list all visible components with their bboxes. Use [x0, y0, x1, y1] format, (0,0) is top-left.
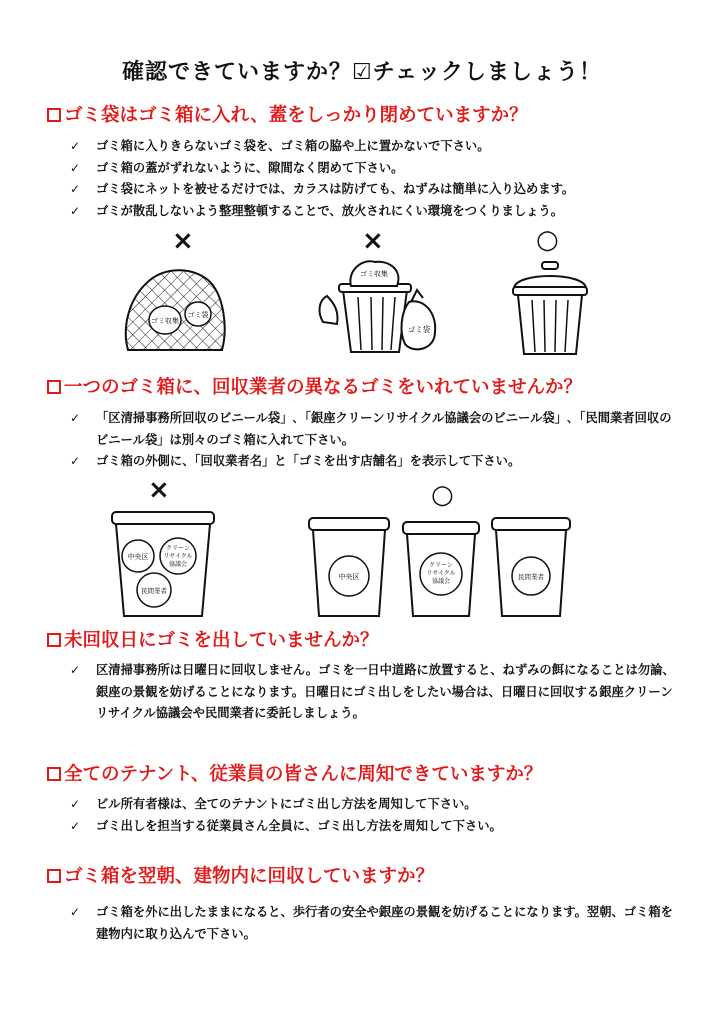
list-item: ✓ ゴミ出しを担当する従業員さん全員に、ゴミ出し方法を周知して下さい。: [70, 816, 682, 838]
check-icon: ✓: [70, 182, 81, 196]
netted-bags-illustration: [120, 258, 230, 358]
checkbox-icon: [47, 633, 61, 647]
closed-bin-illustration: [510, 260, 590, 358]
check-icon: ✓: [70, 454, 81, 468]
section-2-heading: 一つのゴミ箱に、回収業者の異なるゴミをいれていませんか？: [47, 373, 582, 399]
bag-label-text: ゴミ収集: [360, 270, 388, 278]
ok-mark: ○: [536, 225, 559, 255]
list-item: ✓ 「区清掃事務所回収のビニール袋」､「銀座クリーンリサイクル協議会のビニール袋」､「民間業者回収のビニール袋」は別々のゴミ箱に入れて下さい。: [70, 408, 682, 451]
section-5-heading: ゴミ箱を翌朝、建物内に回収していますか？: [47, 862, 434, 888]
private-bin-illustration: [490, 514, 572, 620]
page-title: 確認できていますか？☑チェックしましょう！: [121, 60, 603, 85]
bag-label-clean: リサイクル: [163, 553, 193, 560]
checkbox-icon: [47, 869, 61, 883]
list-item: ✓ ゴミ箱に入りきらないゴミ袋を、ゴミ箱の脇や上に置かないで下さい。: [70, 136, 710, 158]
bag-label-private: 民間業者: [141, 587, 167, 595]
bag-label-text: ゴミ袋: [187, 311, 209, 319]
check-icon: ✓: [70, 905, 81, 919]
bag-label-private: 民間業者: [518, 573, 544, 581]
section-1-heading: ゴミ袋はゴミ箱に入れ、蓋をしっかり閉めていますか？: [47, 101, 528, 127]
check-icon: ✓: [70, 160, 81, 175]
list-item: ✓ ゴミ袋にネットを被せるだけでは、カラスは防げても、ねずみは簡単に入り込めます。: [70, 179, 710, 201]
section-3-heading: 未回収日にゴミを出していませんか？: [47, 626, 379, 652]
bag-label-text: ゴミ収集: [151, 317, 179, 325]
section-3-list: [70, 660, 682, 725]
ok-mark: ○: [431, 480, 454, 510]
bag-label-text: ゴミ袋: [407, 325, 431, 334]
check-icon: ✓: [70, 411, 81, 425]
bag-label-clean: リサイクル: [426, 570, 456, 577]
ng-mark: ×: [148, 475, 170, 505]
list-item: ✓ 区清掃事務所は日曜日に回収しません。ゴミを一日中道路に放置すると、ねずみの餌になることは勿論、銀座の景観を妨げることになります。日曜日にゴミ出しをしたい場合は、日曜日に回収する銀座クリーンリサイクル協議会や民間業者に委託しましょう。: [70, 660, 682, 725]
list-item: ✓ ゴミ箱の外側に、「回収業者名」と「ゴミを出す店舗名」を表示して下さい。: [70, 451, 682, 473]
ng-mark: ×: [362, 226, 384, 256]
clean-recycle-bin-illustration: [401, 518, 481, 620]
section-2-list: [70, 408, 682, 473]
list-item: ✓ ビル所有者様は、全てのテナントにゴミ出し方法を周知して下さい。: [70, 794, 682, 816]
bag-label-clean: クリーン: [166, 545, 190, 552]
section-5-list: [70, 902, 682, 945]
bag-label-chuo: 中央区: [127, 553, 149, 561]
list-item: ✓ ゴミ箱を外に出したままになると、歩行者の安全や銀座の景観を妨げることになります。翌朝、ゴミ箱を建物内に取り込んで下さい。: [70, 902, 682, 945]
ng-mark: ×: [172, 226, 194, 256]
bag-label-chuo: 中央区: [338, 573, 360, 581]
list-item: ✓ ゴミ箱の蓋がずれないように、隙間なく閉めて下さい。: [70, 158, 710, 180]
checkbox-icon: [47, 380, 61, 394]
section-1-list: [70, 136, 710, 222]
check-icon: ✓: [70, 203, 81, 218]
check-icon: ✓: [70, 818, 81, 833]
check-icon: ✓: [70, 797, 81, 811]
bag-label-clean: 協議会: [431, 578, 451, 585]
checkbox-icon: [47, 108, 61, 122]
checkbox-icon: [47, 767, 61, 781]
mixed-bin-illustration: [110, 508, 216, 620]
bag-label-clean: クリーン: [429, 562, 453, 569]
list-item: ✓ ゴミが散乱しないよう整理整頓することで、放火されにくい環境をつくりましょう。: [70, 201, 710, 223]
section-4-heading: 全てのテナント、従業員の皆さんに周知できていますか？: [47, 760, 542, 786]
check-icon: ✓: [70, 139, 81, 153]
check-icon: ✓: [70, 663, 81, 677]
overflowing-bin-illustration: [313, 252, 441, 360]
section-4-list: [70, 794, 682, 837]
chuo-bin-illustration: [307, 514, 391, 620]
bag-label-clean: 協議会: [168, 561, 188, 568]
